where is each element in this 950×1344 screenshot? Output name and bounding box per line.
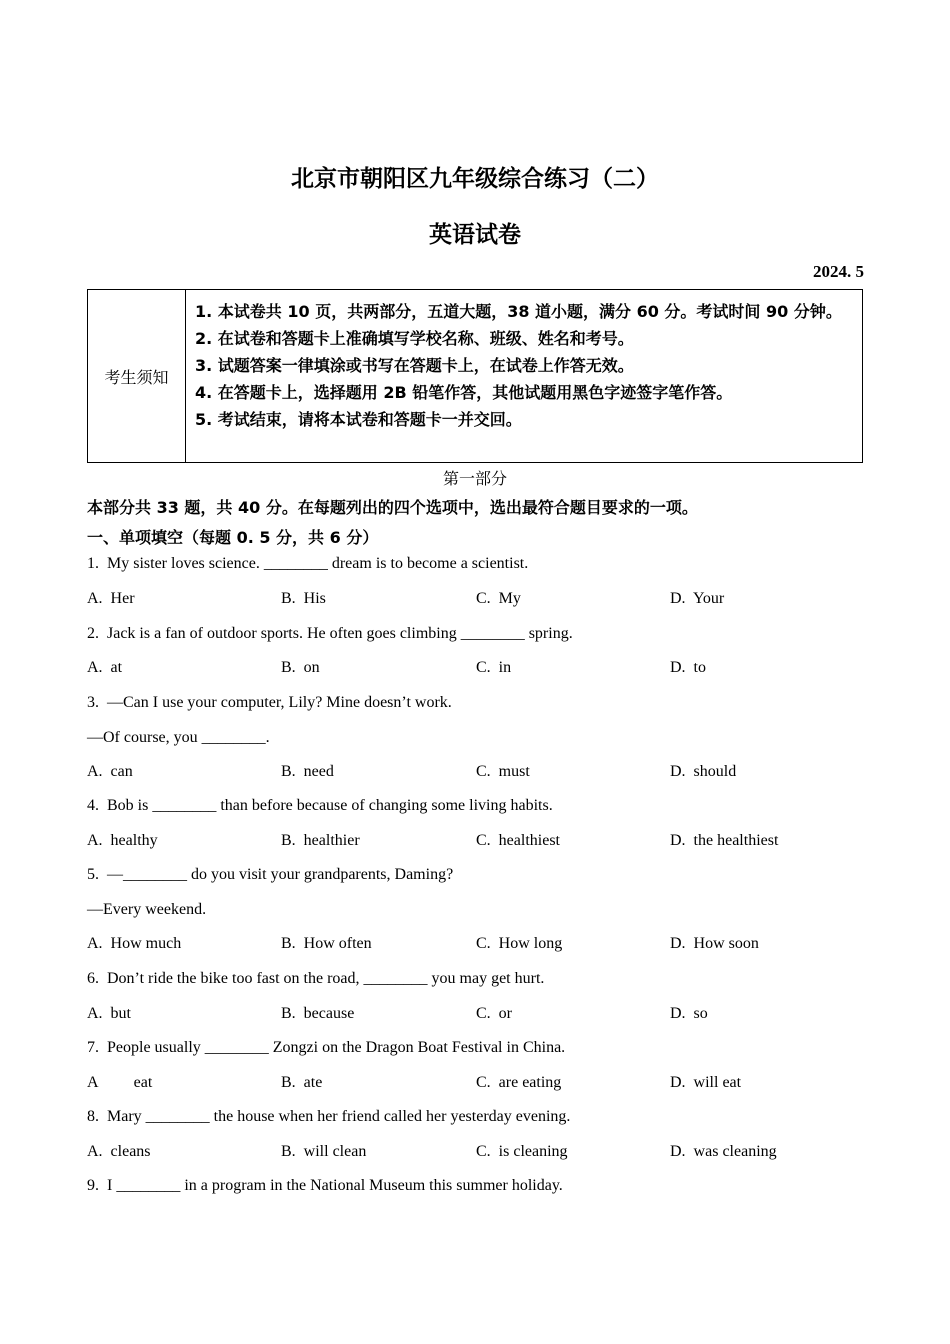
notice-item: 2. 在试卷和答题卡上准确填写学校名称、班级、姓名和考号。 [195, 329, 634, 348]
option-a: A. can [87, 763, 133, 780]
notice-item: 5. 考试结束，请将本试卷和答题卡一并交回。 [195, 410, 522, 429]
exam-title: 北京市朝阳区九年级综合练习（二） [291, 166, 659, 192]
notice-item: 1. 本试卷共 10 页，共两部分，五道大题，38 道小题，满分 60 分。考试时间 90 分钟。 [195, 302, 842, 321]
option-b: B. because [281, 1005, 355, 1022]
question-7: 7. People usually ________ Zongzi on the Dragon Boat Festival in China. [87, 1039, 566, 1056]
question-8: 8. Mary ________ the house when her friend called her yesterday evening. [87, 1108, 571, 1125]
question-5-reply: —Every weekend. [87, 901, 207, 918]
option-b: B. will clean [281, 1143, 367, 1160]
question-9: 9. I ________ in a program in the National Museum this summer holiday. [87, 1177, 563, 1194]
option-d: D. will eat [670, 1074, 742, 1091]
option-a: A. cleans [87, 1143, 151, 1160]
option-d: D. so [670, 1005, 708, 1022]
option-b: B. need [281, 763, 334, 780]
question-3-reply: —Of course, you ________. [87, 729, 270, 746]
notice-label: 考生须知 [88, 290, 186, 462]
option-c: C. How long [476, 935, 563, 952]
option-d: D. How soon [670, 935, 759, 952]
part-title: 第一部分 [442, 469, 507, 488]
question-2: 2. Jack is a fan of outdoor sports. He often goes climbing ________ spring. [87, 625, 573, 642]
option-d: D. was cleaning [670, 1143, 777, 1160]
option-a: A. healthy [87, 832, 158, 849]
exam-subtitle: 英语试卷 [429, 222, 521, 248]
notice-item: 4. 在答题卡上，选择题用 2B 铅笔作答，其他试题用黑色字迹签字笔作答。 [195, 383, 733, 402]
option-b: B. His [281, 590, 326, 607]
option-c: C. healthiest [476, 832, 560, 849]
notice-list [195, 298, 855, 433]
option-d: D. Your [670, 590, 725, 607]
option-b: B. on [281, 659, 320, 676]
section-title: 一、单项填空（每题 0. 5 分，共 6 分） [87, 528, 379, 547]
option-d: D. should [670, 763, 737, 780]
part-intro: 本部分共 33 题，共 40 分。在每题列出的四个选项中，选出最符合题目要求的一项。 [87, 498, 698, 517]
option-c: C. must [476, 763, 530, 780]
question-3: 3. —Can I use your computer, Lily? Mine doesn’t work. [87, 694, 452, 711]
option-c: C. in [476, 659, 512, 676]
option-b: B. How often [281, 935, 372, 952]
question-4: 4. Bob is ________ than before because of changing some living habits. [87, 797, 553, 814]
question-6: 6. Don’t ride the bike too fast on the road, ________ you may get hurt. [87, 970, 545, 987]
option-a: A. How much [87, 935, 182, 952]
option-a: A eat [87, 1074, 153, 1091]
option-a: A. but [87, 1005, 131, 1022]
option-c: C. My [476, 590, 521, 607]
exam-date: 2024. 5 [813, 262, 864, 281]
notice-item: 3. 试题答案一律填涂或书写在答题卡上，在试卷上作答无效。 [195, 356, 634, 375]
option-c: C. are eating [476, 1074, 562, 1091]
question-5: 5. —________ do you visit your grandparents, Daming? [87, 866, 454, 883]
option-a: A. at [87, 659, 123, 676]
option-d: D. to [670, 659, 706, 676]
option-a: A. Her [87, 590, 135, 607]
option-d: D. the healthiest [670, 832, 779, 849]
question-1: 1. My sister loves science. ________ dream is to become a scientist. [87, 555, 529, 572]
option-c: C. is cleaning [476, 1143, 568, 1160]
notice-box [87, 289, 863, 463]
option-b: B. healthier [281, 832, 360, 849]
option-c: C. or [476, 1005, 512, 1022]
option-b: B. ate [281, 1074, 323, 1091]
